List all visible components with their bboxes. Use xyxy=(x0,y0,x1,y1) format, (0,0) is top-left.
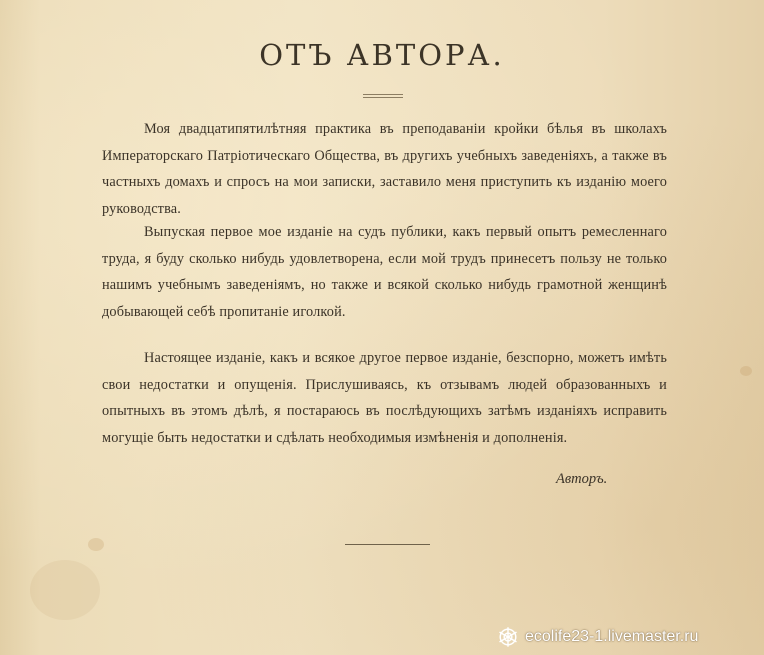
paragraph-3: Настоящее изданіе, какъ и всякое другое первое изданіе, безспорно, можетъ имѣть свои недостатки и опущенія. Прислушиваясь, къ отзывамъ людей образованныхъ и опытныхъ въ этомъ дѣлѣ, я постараюсь въ послѣдующихъ затѣмъ изданіяхъ исправить могущіе быть недостатки и сдѣлать необходимыя измѣненія и дополненія. xyxy=(102,350,667,446)
paper-stain xyxy=(740,366,752,376)
watermark xyxy=(497,624,759,650)
paper-stain xyxy=(88,538,104,551)
paragraph-2: Выпуская первое мое изданіе на судъ публики, какъ первый опытъ ремесленнаго труда, я буду сколько нибудь удовлетворена, если мой трудъ принесетъ пользу не только нашимъ учебнымъ заведеніямъ, но также и всякой сколько нибудь грамотной женщинѣ добывающей себѣ пропитаніе иголкой. xyxy=(102,224,667,320)
paper-stain xyxy=(30,560,100,620)
author-signature: Авторъ. xyxy=(556,471,608,487)
watermark-text: ecolife23-1.livemaster.ru xyxy=(525,628,699,645)
paragraph-1: Моя двадцатипятилѣтняя практика въ преподаваніи кройки бѣлья въ школахъ Императорскаго Патріотическаго Общества, въ другихъ учебныхъ заведеніяхъ, а также въ частныхъ домахъ и спросъ на мои записки, заставило меня приступить къ изданію моего руководства. xyxy=(102,121,667,217)
page-title: ОТЪ АВТОРА. xyxy=(259,38,505,72)
closing-divider xyxy=(345,544,430,545)
snowflake-logo-icon xyxy=(497,626,519,648)
title-divider xyxy=(363,94,403,98)
